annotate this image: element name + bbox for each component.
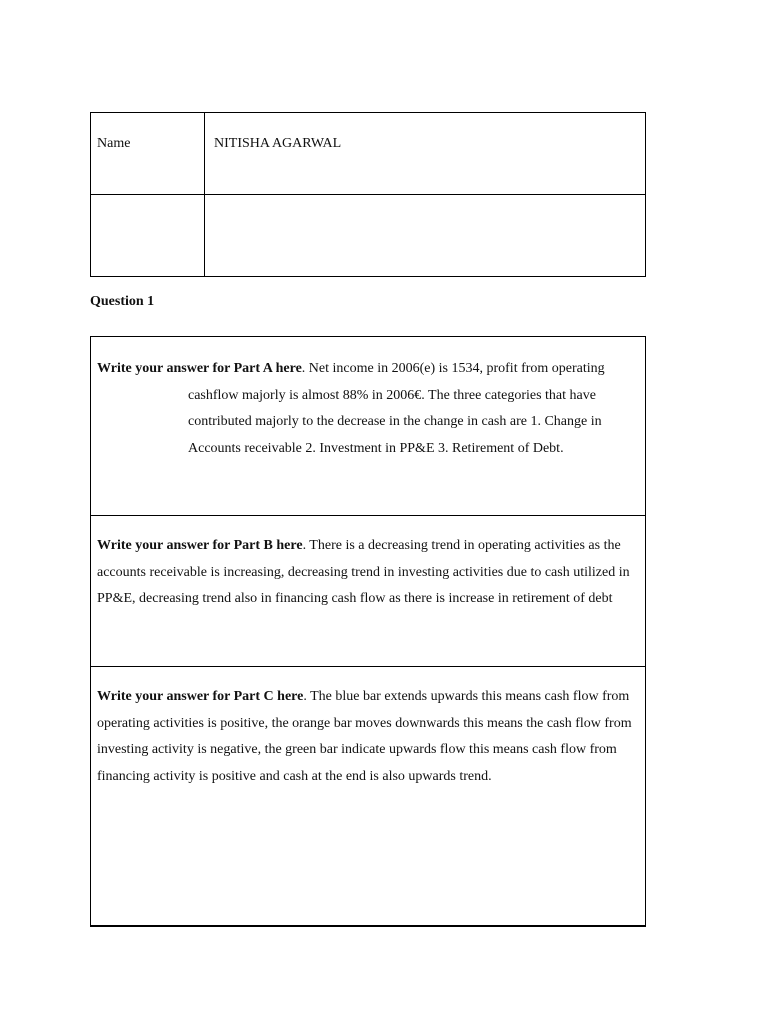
answer-part-a-text: . Net income in 2006(e) is 1534, profit from operating cashflow majorly is almost 88% in 2006€. The three categories that have contributed majorly to the decrease in the change in cash are 1. Change in Accounts receivable 2. Investment in PP&E 3. Retirement of Debt. — [188, 361, 605, 456]
answer-part-a — [97, 356, 639, 462]
name-label: Name — [97, 136, 131, 151]
answer-cell-part-a — [91, 337, 645, 516]
question-heading: Question 1 — [90, 294, 155, 309]
answer-cell-part-b — [91, 516, 645, 667]
empty-value-cell — [205, 195, 645, 276]
name-label-cell — [91, 113, 205, 194]
name-value-cell — [205, 113, 645, 194]
empty-row — [91, 195, 645, 276]
answer-part-b-lead: Write your answer for Part B here — [97, 538, 303, 553]
name-value: NITISHA AGARWAL — [214, 136, 342, 151]
answer-part-a-lead: Write your answer for Part A here — [97, 361, 302, 376]
answer-part-b-text: . There is a decreasing trend in operating activities as the accounts receivable is increasing, decreasing trend in investing activities due to cash utilized in PP&E, decreasing trend also in financing cash flow as there is increase in retirement of debt — [97, 538, 630, 606]
answer-part-b — [97, 533, 639, 613]
answer-cell-part-c — [91, 667, 645, 926]
answer-table — [90, 336, 646, 927]
answer-part-c — [97, 684, 639, 790]
student-info-table — [90, 112, 646, 277]
answer-part-c-text: . The blue bar extends upwards this means cash flow from operating activities is positive, the orange bar moves downwards this means the cash flow from investing activity is negative, the green bar indicate upwards flow this means cash flow from financing activity is positive and cash at the end is also upwards trend. — [97, 689, 632, 784]
name-row — [91, 113, 645, 195]
empty-label-cell — [91, 195, 205, 276]
answer-part-c-lead: Write your answer for Part C here — [97, 689, 304, 704]
